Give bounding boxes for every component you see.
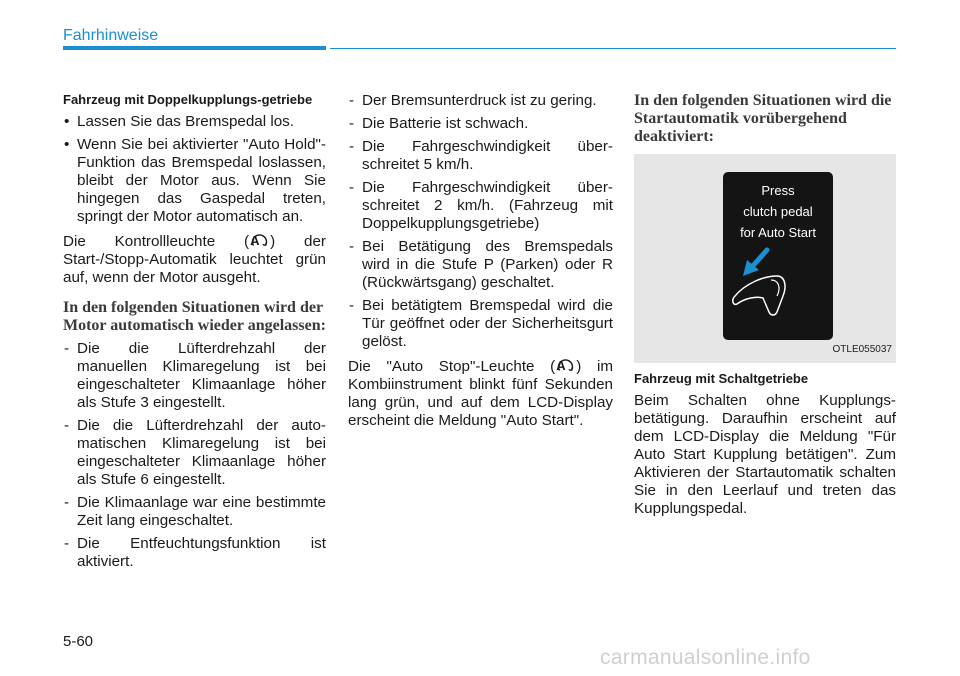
auto-stop-icon [250,232,269,249]
manual-subheading: Fahrzeug mit Schaltgetriebe [634,371,809,386]
list-item: - Die Fahrgeschwindigkeit über-schreitet 5 km/h. [348,138,613,174]
restart-list [63,340,326,571]
restart-list-continued [348,92,613,351]
list-item: - Die Klimaanlage war eine bestimmte Zeit lang eingeschaltet. [63,494,326,530]
manual-body: Beim Schalten ohne Kupplungs-betätigung. Daraufhin erscheint auf dem LCD-Display die Meldung "Für Auto Start Kupplung betätigen". Zum Aktivieren der Startautomatik schalten Sie in den Leerlauf und treten das Kupplungspedal. [634,392,896,517]
list-item: - Die Batterie ist schwach. [348,115,613,133]
dct-subheading: Fahrzeug mit Doppelkupplungs-getriebe [63,92,313,107]
indicator-text-before: Die Kontrollleuchte ( [63,233,250,250]
column-2 [348,92,613,435]
lcd-screen [723,172,833,340]
page-number: 5-60 [63,633,94,650]
indicator-text-after: ) der Start-/Stopp-Automatik leuchtet grün auf, wenn der Motor ausgeht. [63,233,326,286]
auto-stop-note [348,357,613,430]
icon-letter: A [556,358,566,373]
header-rule-thick [63,46,326,50]
icon-letter: A [250,233,260,248]
figure-code: OTLE055037 [832,344,892,355]
list-item: - Die die Lüfterdrehzahl der auto-matischen Klimaregelung ist bei eingeschalteter Klimaanlage höher als Stufe 6 eingestellt. [63,417,326,489]
auto-stop-icon [556,357,575,374]
header-rule-thin [330,48,896,49]
list-item: - Die die Lüfterdrehzahl der manuellen Klimaregelung ist bei eingeschalteter Klimaanlage höher als Stufe 3 eingestellt. [63,340,326,412]
list-item: - Die Fahrgeschwindigkeit über-schreitet 2 km/h. (Fahrzeug mit Doppelkupplungsgetriebe) [348,179,613,233]
section-title: Fahrhinweise [63,27,159,44]
lcd-line: Press [761,183,795,198]
list-item: - Bei betätigtem Bremspedal wird die Tür geöffnet oder der Sicherheitsgurt gelöst. [348,297,613,351]
column-1 [63,92,326,577]
column-3 [634,92,896,523]
cluster-display-figure [634,154,896,363]
restart-heading: In den folgenden Situationen wird der Motor automatisch wieder angelassen: [63,299,326,334]
note-text-after: ) im Kombiinstrument blinkt fünf Sekunden lang grün, und auf dem LCD-Display erscheint die Meldung "Auto Start". [348,358,613,429]
list-item: • Wenn Sie bei aktivierter "Auto Hold"-Funktion das Bremspedal loslassen, bleibt der Motor aus. Wenn Sie hingegen das Gaspedal treten, springt der Motor automatisch an. [63,136,326,226]
list-item: - Die Entfeuchtungsfunktion ist aktiviert. [63,535,326,571]
note-text-before: Die "Auto Stop"-Leuchte ( [348,358,556,375]
watermark: carmanualsonline.info [600,646,811,669]
lcd-line: for Auto Start [740,225,816,240]
clutch-pedal-icon [723,172,833,340]
lcd-line: clutch pedal [743,204,813,219]
list-item: - Der Bremsunterdruck ist zu gering. [348,92,613,110]
list-item: - Bei Betätigung des Bremspedals wird in die Stufe P (Parken) oder R (Rückwärtsgang) geschaltet. [348,238,613,292]
list-item: • Lassen Sie das Bremspedal los. [63,113,326,131]
dct-bullet-list [63,113,326,226]
indicator-paragraph [63,232,326,287]
deactivation-heading: In den folgenden Situationen wird die Startautomatik vorübergehend deaktiviert: [634,92,892,145]
